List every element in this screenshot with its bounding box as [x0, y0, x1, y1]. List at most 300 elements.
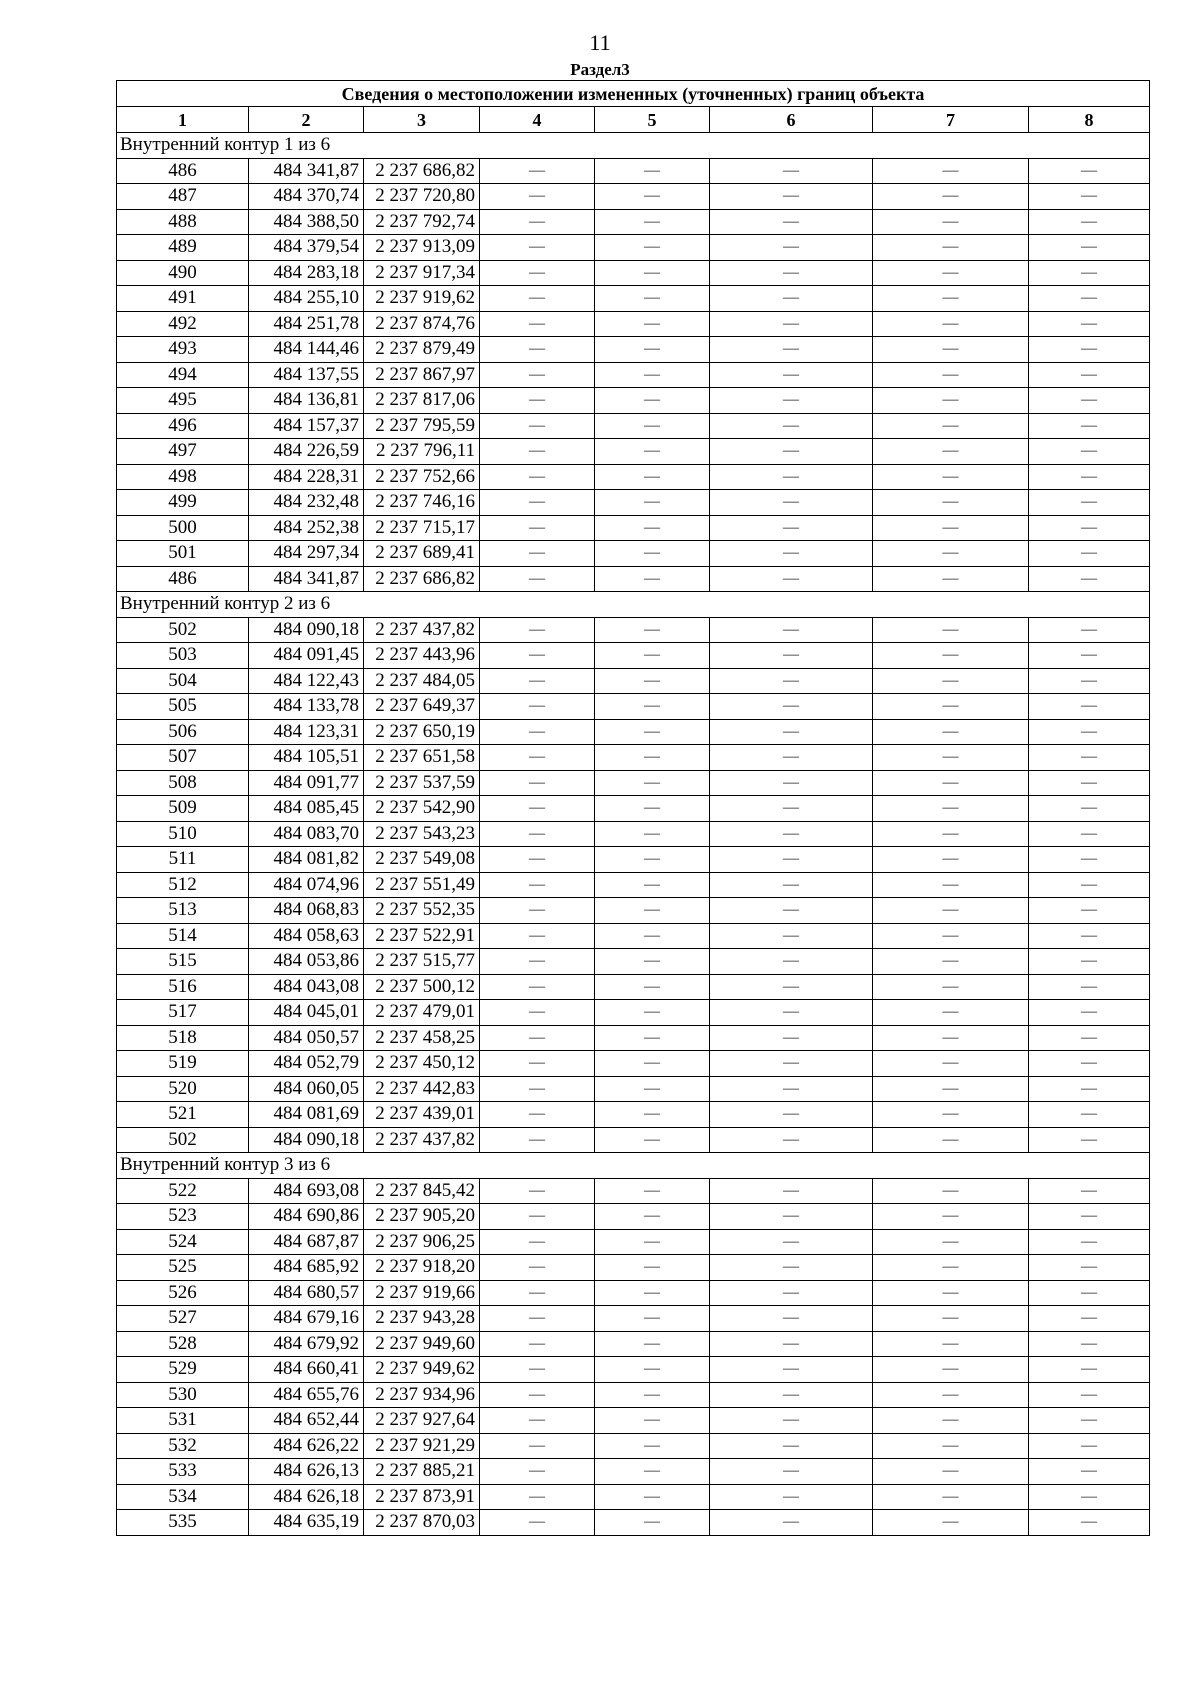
x-coordinate: 484 052,79 [249, 1051, 364, 1077]
table-title-row [117, 81, 1150, 107]
x-coordinate: 484 635,19 [249, 1510, 364, 1536]
empty-cell-dash: — [710, 668, 873, 694]
empty-cell-dash: — [1029, 847, 1150, 873]
x-coordinate: 484 660,41 [249, 1357, 364, 1383]
section-label: Раздел3 [570, 60, 630, 79]
empty-cell-dash: — [710, 923, 873, 949]
x-coordinate: 484 687,87 [249, 1229, 364, 1255]
x-coordinate: 484 228,31 [249, 464, 364, 490]
empty-cell-dash: — [873, 209, 1029, 235]
point-number: 519 [117, 1051, 249, 1077]
empty-cell-dash: — [595, 209, 710, 235]
empty-cell-dash: — [1029, 286, 1150, 312]
point-number: 511 [117, 847, 249, 873]
empty-cell-dash: — [480, 541, 595, 567]
table-row [117, 1484, 1150, 1510]
empty-cell-dash: — [595, 719, 710, 745]
empty-cell-dash: — [710, 949, 873, 975]
empty-cell-dash: — [873, 1102, 1029, 1128]
empty-cell-dash: — [1029, 1382, 1150, 1408]
point-number: 533 [117, 1459, 249, 1485]
empty-cell-dash: — [873, 949, 1029, 975]
y-coordinate: 2 237 919,66 [364, 1280, 480, 1306]
empty-cell-dash: — [480, 643, 595, 669]
point-number: 535 [117, 1510, 249, 1536]
empty-cell-dash: — [873, 1510, 1029, 1536]
y-coordinate: 2 237 817,06 [364, 388, 480, 414]
x-coordinate: 484 136,81 [249, 388, 364, 414]
empty-cell-dash: — [595, 337, 710, 363]
empty-cell-dash: — [480, 1306, 595, 1332]
empty-cell-dash: — [595, 1331, 710, 1357]
y-coordinate: 2 237 870,03 [364, 1510, 480, 1536]
empty-cell-dash: — [873, 1025, 1029, 1051]
column-number: 3 [364, 107, 480, 133]
empty-cell-dash: — [480, 1025, 595, 1051]
empty-cell-dash: — [1029, 694, 1150, 720]
empty-cell-dash: — [1029, 388, 1150, 414]
x-coordinate: 484 232,48 [249, 490, 364, 516]
point-number: 502 [117, 1127, 249, 1153]
empty-cell-dash: — [1029, 413, 1150, 439]
x-coordinate: 484 251,78 [249, 311, 364, 337]
empty-cell-dash: — [873, 286, 1029, 312]
empty-cell-dash: — [480, 1229, 595, 1255]
empty-cell-dash: — [1029, 617, 1150, 643]
empty-cell-dash: — [710, 898, 873, 924]
empty-cell-dash: — [595, 898, 710, 924]
empty-cell-dash: — [873, 1076, 1029, 1102]
empty-cell-dash: — [595, 260, 710, 286]
y-coordinate: 2 237 927,64 [364, 1408, 480, 1434]
empty-cell-dash: — [710, 694, 873, 720]
empty-cell-dash: — [595, 949, 710, 975]
empty-cell-dash: — [710, 1382, 873, 1408]
column-number: 4 [480, 107, 595, 133]
y-coordinate: 2 237 649,37 [364, 694, 480, 720]
point-number: 489 [117, 235, 249, 261]
empty-cell-dash: — [1029, 1331, 1150, 1357]
empty-cell-dash: — [873, 1051, 1029, 1077]
empty-cell-dash: — [873, 643, 1029, 669]
empty-cell-dash: — [710, 847, 873, 873]
empty-cell-dash: — [710, 1357, 873, 1383]
empty-cell-dash: — [480, 235, 595, 261]
table-row [117, 1280, 1150, 1306]
empty-cell-dash: — [873, 796, 1029, 822]
empty-cell-dash: — [595, 464, 710, 490]
table-row [117, 668, 1150, 694]
y-coordinate: 2 237 522,91 [364, 923, 480, 949]
empty-cell-dash: — [873, 388, 1029, 414]
y-coordinate: 2 237 917,34 [364, 260, 480, 286]
column-number-row [117, 107, 1150, 133]
point-number: 513 [117, 898, 249, 924]
table-body [117, 81, 1150, 1536]
table-row [117, 1331, 1150, 1357]
empty-cell-dash: — [1029, 1025, 1150, 1051]
empty-cell-dash: — [1029, 719, 1150, 745]
column-number: 7 [873, 107, 1029, 133]
empty-cell-dash: — [873, 974, 1029, 1000]
x-coordinate: 484 085,45 [249, 796, 364, 822]
table-row [117, 1127, 1150, 1153]
point-number: 506 [117, 719, 249, 745]
empty-cell-dash: — [710, 1484, 873, 1510]
x-coordinate: 484 690,86 [249, 1204, 364, 1230]
empty-cell-dash: — [595, 541, 710, 567]
empty-cell-dash: — [1029, 566, 1150, 592]
x-coordinate: 484 144,46 [249, 337, 364, 363]
x-coordinate: 484 341,87 [249, 158, 364, 184]
empty-cell-dash: — [595, 872, 710, 898]
table-row [117, 617, 1150, 643]
empty-cell-dash: — [710, 1051, 873, 1077]
empty-cell-dash: — [873, 1408, 1029, 1434]
empty-cell-dash: — [873, 617, 1029, 643]
x-coordinate: 484 693,08 [249, 1178, 364, 1204]
empty-cell-dash: — [873, 1229, 1029, 1255]
empty-cell-dash: — [595, 235, 710, 261]
y-coordinate: 2 237 650,19 [364, 719, 480, 745]
page-number: 11 [589, 30, 611, 55]
column-number: 1 [117, 107, 249, 133]
empty-cell-dash: — [710, 439, 873, 465]
table-row [117, 515, 1150, 541]
point-number: 524 [117, 1229, 249, 1255]
x-coordinate: 484 091,45 [249, 643, 364, 669]
y-coordinate: 2 237 515,77 [364, 949, 480, 975]
empty-cell-dash: — [710, 311, 873, 337]
y-coordinate: 2 237 549,08 [364, 847, 480, 873]
empty-cell-dash: — [1029, 515, 1150, 541]
contour-header-row [117, 592, 1150, 618]
empty-cell-dash: — [595, 796, 710, 822]
empty-cell-dash: — [710, 1229, 873, 1255]
empty-cell-dash: — [1029, 337, 1150, 363]
empty-cell-dash: — [1029, 1229, 1150, 1255]
empty-cell-dash: — [1029, 949, 1150, 975]
table-row [117, 974, 1150, 1000]
table-row [117, 872, 1150, 898]
empty-cell-dash: — [710, 1255, 873, 1281]
y-coordinate: 2 237 500,12 [364, 974, 480, 1000]
empty-cell-dash: — [595, 566, 710, 592]
empty-cell-dash: — [595, 1204, 710, 1230]
empty-cell-dash: — [480, 1382, 595, 1408]
empty-cell-dash: — [873, 184, 1029, 210]
empty-cell-dash: — [873, 1000, 1029, 1026]
x-coordinate: 484 226,59 [249, 439, 364, 465]
point-number: 494 [117, 362, 249, 388]
empty-cell-dash: — [1029, 1306, 1150, 1332]
empty-cell-dash: — [710, 541, 873, 567]
column-number: 5 [595, 107, 710, 133]
empty-cell-dash: — [480, 1510, 595, 1536]
empty-cell-dash: — [1029, 158, 1150, 184]
empty-cell-dash: — [1029, 1255, 1150, 1281]
point-number: 502 [117, 617, 249, 643]
point-number: 521 [117, 1102, 249, 1128]
table-row [117, 1229, 1150, 1255]
table-row [117, 235, 1150, 261]
empty-cell-dash: — [480, 311, 595, 337]
empty-cell-dash: — [710, 1331, 873, 1357]
y-coordinate: 2 237 437,82 [364, 1127, 480, 1153]
x-coordinate: 484 083,70 [249, 821, 364, 847]
point-number: 498 [117, 464, 249, 490]
y-coordinate: 2 237 720,80 [364, 184, 480, 210]
y-coordinate: 2 237 792,74 [364, 209, 480, 235]
empty-cell-dash: — [873, 770, 1029, 796]
empty-cell-dash: — [1029, 541, 1150, 567]
empty-cell-dash: — [873, 1127, 1029, 1153]
empty-cell-dash: — [873, 515, 1029, 541]
empty-cell-dash: — [595, 490, 710, 516]
empty-cell-dash: — [480, 1255, 595, 1281]
point-number: 518 [117, 1025, 249, 1051]
empty-cell-dash: — [480, 898, 595, 924]
x-coordinate: 484 123,31 [249, 719, 364, 745]
empty-cell-dash: — [1029, 490, 1150, 516]
point-number: 499 [117, 490, 249, 516]
empty-cell-dash: — [710, 260, 873, 286]
empty-cell-dash: — [873, 1255, 1029, 1281]
x-coordinate: 484 370,74 [249, 184, 364, 210]
empty-cell-dash: — [873, 923, 1029, 949]
empty-cell-dash: — [1029, 1433, 1150, 1459]
table-row [117, 1382, 1150, 1408]
empty-cell-dash: — [595, 821, 710, 847]
table-row [117, 1076, 1150, 1102]
empty-cell-dash: — [480, 439, 595, 465]
empty-cell-dash: — [873, 362, 1029, 388]
point-number: 491 [117, 286, 249, 312]
empty-cell-dash: — [480, 286, 595, 312]
table-row [117, 566, 1150, 592]
point-number: 523 [117, 1204, 249, 1230]
empty-cell-dash: — [595, 617, 710, 643]
x-coordinate: 484 091,77 [249, 770, 364, 796]
empty-cell-dash: — [480, 490, 595, 516]
y-coordinate: 2 237 921,29 [364, 1433, 480, 1459]
empty-cell-dash: — [595, 1178, 710, 1204]
empty-cell-dash: — [595, 1433, 710, 1459]
table-row [117, 694, 1150, 720]
empty-cell-dash: — [873, 1484, 1029, 1510]
x-coordinate: 484 137,55 [249, 362, 364, 388]
table-row [117, 286, 1150, 312]
empty-cell-dash: — [873, 1204, 1029, 1230]
empty-cell-dash: — [595, 1510, 710, 1536]
empty-cell-dash: — [480, 413, 595, 439]
empty-cell-dash: — [1029, 1102, 1150, 1128]
table-row [117, 158, 1150, 184]
empty-cell-dash: — [480, 872, 595, 898]
point-number: 487 [117, 184, 249, 210]
empty-cell-dash: — [710, 1306, 873, 1332]
empty-cell-dash: — [480, 566, 595, 592]
empty-cell-dash: — [1029, 643, 1150, 669]
empty-cell-dash: — [710, 1076, 873, 1102]
empty-cell-dash: — [480, 1484, 595, 1510]
point-number: 493 [117, 337, 249, 363]
point-number: 486 [117, 566, 249, 592]
table-row [117, 1306, 1150, 1332]
y-coordinate: 2 237 885,21 [364, 1459, 480, 1485]
point-number: 490 [117, 260, 249, 286]
empty-cell-dash: — [595, 439, 710, 465]
empty-cell-dash: — [710, 158, 873, 184]
table-row [117, 464, 1150, 490]
empty-cell-dash: — [595, 847, 710, 873]
empty-cell-dash: — [1029, 1408, 1150, 1434]
contour-label: Внутренний контур 1 из 6 [117, 133, 1150, 159]
empty-cell-dash: — [710, 388, 873, 414]
y-coordinate: 2 237 746,16 [364, 490, 480, 516]
x-coordinate: 484 655,76 [249, 1382, 364, 1408]
table-row [117, 1255, 1150, 1281]
table-row [117, 1459, 1150, 1485]
empty-cell-dash: — [710, 770, 873, 796]
x-coordinate: 484 679,92 [249, 1331, 364, 1357]
empty-cell-dash: — [480, 1127, 595, 1153]
empty-cell-dash: — [595, 1484, 710, 1510]
empty-cell-dash: — [595, 1357, 710, 1383]
empty-cell-dash: — [873, 898, 1029, 924]
x-coordinate: 484 043,08 [249, 974, 364, 1000]
boundary-coordinates-table [116, 80, 1150, 1536]
x-coordinate: 484 652,44 [249, 1408, 364, 1434]
empty-cell-dash: — [480, 209, 595, 235]
point-number: 517 [117, 1000, 249, 1026]
empty-cell-dash: — [595, 1025, 710, 1051]
y-coordinate: 2 237 943,28 [364, 1306, 480, 1332]
empty-cell-dash: — [873, 1357, 1029, 1383]
point-number: 500 [117, 515, 249, 541]
empty-cell-dash: — [710, 1510, 873, 1536]
empty-cell-dash: — [710, 1025, 873, 1051]
empty-cell-dash: — [480, 719, 595, 745]
empty-cell-dash: — [595, 184, 710, 210]
empty-cell-dash: — [1029, 1076, 1150, 1102]
empty-cell-dash: — [873, 1306, 1029, 1332]
point-number: 509 [117, 796, 249, 822]
x-coordinate: 484 626,22 [249, 1433, 364, 1459]
table-row [117, 1102, 1150, 1128]
y-coordinate: 2 237 874,76 [364, 311, 480, 337]
x-coordinate: 484 252,38 [249, 515, 364, 541]
empty-cell-dash: — [710, 821, 873, 847]
y-coordinate: 2 237 443,96 [364, 643, 480, 669]
empty-cell-dash: — [710, 464, 873, 490]
y-coordinate: 2 237 543,23 [364, 821, 480, 847]
y-coordinate: 2 237 879,49 [364, 337, 480, 363]
empty-cell-dash: — [1029, 235, 1150, 261]
empty-cell-dash: — [710, 643, 873, 669]
point-number: 530 [117, 1382, 249, 1408]
table-row [117, 1204, 1150, 1230]
empty-cell-dash: — [1029, 1510, 1150, 1536]
empty-cell-dash: — [710, 1102, 873, 1128]
empty-cell-dash: — [1029, 872, 1150, 898]
empty-cell-dash: — [595, 1255, 710, 1281]
x-coordinate: 484 068,83 [249, 898, 364, 924]
table-row [117, 337, 1150, 363]
empty-cell-dash: — [480, 184, 595, 210]
empty-cell-dash: — [595, 1076, 710, 1102]
empty-cell-dash: — [595, 158, 710, 184]
empty-cell-dash: — [710, 872, 873, 898]
point-number: 525 [117, 1255, 249, 1281]
y-coordinate: 2 237 439,01 [364, 1102, 480, 1128]
empty-cell-dash: — [595, 1051, 710, 1077]
x-coordinate: 484 255,10 [249, 286, 364, 312]
empty-cell-dash: — [873, 872, 1029, 898]
table-title: Сведения о местоположении измененных (уточненных) границ объекта [117, 81, 1150, 107]
empty-cell-dash: — [1029, 209, 1150, 235]
x-coordinate: 484 679,16 [249, 1306, 364, 1332]
x-coordinate: 484 297,34 [249, 541, 364, 567]
empty-cell-dash: — [480, 1280, 595, 1306]
empty-cell-dash: — [710, 1000, 873, 1026]
y-coordinate: 2 237 651,58 [364, 745, 480, 771]
empty-cell-dash: — [873, 158, 1029, 184]
point-number: 504 [117, 668, 249, 694]
contour-header-row [117, 1153, 1150, 1179]
point-number: 495 [117, 388, 249, 414]
table-row [117, 949, 1150, 975]
empty-cell-dash: — [873, 1331, 1029, 1357]
empty-cell-dash: — [1029, 1204, 1150, 1230]
x-coordinate: 484 626,18 [249, 1484, 364, 1510]
empty-cell-dash: — [595, 1102, 710, 1128]
x-coordinate: 484 058,63 [249, 923, 364, 949]
x-coordinate: 484 626,13 [249, 1459, 364, 1485]
y-coordinate: 2 237 686,82 [364, 158, 480, 184]
empty-cell-dash: — [873, 566, 1029, 592]
empty-cell-dash: — [480, 1433, 595, 1459]
empty-cell-dash: — [710, 1280, 873, 1306]
x-coordinate: 484 090,18 [249, 1127, 364, 1153]
empty-cell-dash: — [480, 668, 595, 694]
empty-cell-dash: — [873, 311, 1029, 337]
empty-cell-dash: — [480, 1408, 595, 1434]
empty-cell-dash: — [710, 1178, 873, 1204]
point-number: 496 [117, 413, 249, 439]
x-coordinate: 484 283,18 [249, 260, 364, 286]
y-coordinate: 2 237 689,41 [364, 541, 480, 567]
point-number: 488 [117, 209, 249, 235]
table-row [117, 413, 1150, 439]
empty-cell-dash: — [480, 770, 595, 796]
table-row [117, 362, 1150, 388]
empty-cell-dash: — [480, 515, 595, 541]
empty-cell-dash: — [710, 1127, 873, 1153]
empty-cell-dash: — [480, 796, 595, 822]
x-coordinate: 484 157,37 [249, 413, 364, 439]
column-number: 6 [710, 107, 873, 133]
empty-cell-dash: — [873, 490, 1029, 516]
empty-cell-dash: — [1029, 796, 1150, 822]
x-coordinate: 484 341,87 [249, 566, 364, 592]
empty-cell-dash: — [595, 362, 710, 388]
empty-cell-dash: — [480, 388, 595, 414]
empty-cell-dash: — [710, 337, 873, 363]
empty-cell-dash: — [1029, 184, 1150, 210]
y-coordinate: 2 237 919,62 [364, 286, 480, 312]
empty-cell-dash: — [710, 745, 873, 771]
